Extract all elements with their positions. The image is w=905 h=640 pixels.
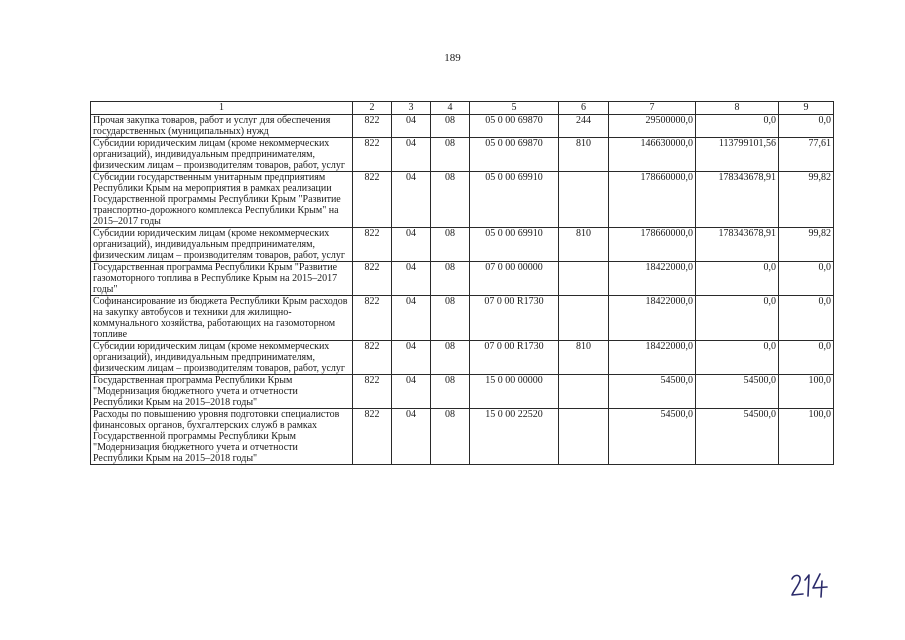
row-description: Государственная программа Республики Крым "Модернизация бюджетного учета и отчетности Республики Крым на 2015–2018 годы": [91, 375, 353, 409]
table-header-row: [91, 102, 834, 115]
subsection-code: 08: [431, 341, 470, 375]
ministry-code: 822: [353, 115, 392, 138]
target-article-code: 07 0 00 R1730: [470, 296, 559, 341]
table-row: [91, 172, 834, 228]
target-article-code: 07 0 00 00000: [470, 262, 559, 296]
column-header: 9: [779, 102, 834, 115]
subsection-code: 08: [431, 172, 470, 228]
execution-percent: 0,0: [779, 296, 834, 341]
expense-type-code: 810: [559, 138, 609, 172]
ministry-code: 822: [353, 341, 392, 375]
expense-type-code: [559, 409, 609, 465]
ministry-code: 822: [353, 375, 392, 409]
subsection-code: 08: [431, 409, 470, 465]
column-header: 2: [353, 102, 392, 115]
planned-amount: 29500000,0: [609, 115, 696, 138]
ministry-code: 822: [353, 138, 392, 172]
executed-amount: 113799101,56: [696, 138, 779, 172]
column-header: 4: [431, 102, 470, 115]
row-description: Субсидии государственным унитарным предприятиям Республики Крым на мероприятия в рамках реализации Государственной программы Республики Крым "Развитие транспортно-дорожного комплекса Республики Крым" на 2015–2017 годы: [91, 172, 353, 228]
expense-type-code: [559, 375, 609, 409]
section-code: 04: [392, 409, 431, 465]
table-row: [91, 115, 834, 138]
subsection-code: 08: [431, 375, 470, 409]
ministry-code: 822: [353, 409, 392, 465]
table-row: [91, 409, 834, 465]
handwritten-number-drawing: [790, 572, 830, 598]
column-header: 7: [609, 102, 696, 115]
table-row: [91, 138, 834, 172]
section-code: 04: [392, 262, 431, 296]
table-row: [91, 262, 834, 296]
expense-type-code: 244: [559, 115, 609, 138]
section-code: 04: [392, 375, 431, 409]
row-description: Прочая закупка товаров, работ и услуг для обеспечения государственных (муниципальных) нужд: [91, 115, 353, 138]
row-description: Софинансирование из бюджета Республики Крым расходов на закупку автобусов и техники для жилищно-коммунального хозяйства, работающих на газомоторном топливе: [91, 296, 353, 341]
row-description: Расходы по повышению уровня подготовки специалистов финансовых органов, бухгалтерских служб в рамках Государственной программы Республики Крым "Модернизация бюджетного учета и отчетности Республики Крым на 2015–2018 годы": [91, 409, 353, 465]
execution-percent: 100,0: [779, 409, 834, 465]
planned-amount: 178660000,0: [609, 172, 696, 228]
executed-amount: 54500,0: [696, 375, 779, 409]
column-header: 8: [696, 102, 779, 115]
budget-table: [90, 101, 834, 465]
row-description: Субсидии юридическим лицам (кроме некоммерческих организаций), индивидуальным предпринимателям, физическим лицам – производителям товаров, работ, услуг: [91, 228, 353, 262]
planned-amount: 54500,0: [609, 375, 696, 409]
expense-type-code: [559, 296, 609, 341]
column-header: 3: [392, 102, 431, 115]
executed-amount: 178343678,91: [696, 172, 779, 228]
handwritten-page-number: [790, 572, 830, 598]
table-row: [91, 341, 834, 375]
executed-amount: 0,0: [696, 296, 779, 341]
section-code: 04: [392, 172, 431, 228]
planned-amount: 178660000,0: [609, 228, 696, 262]
table-row: [91, 228, 834, 262]
planned-amount: 18422000,0: [609, 341, 696, 375]
target-article-code: 05 0 00 69910: [470, 228, 559, 262]
execution-percent: 0,0: [779, 262, 834, 296]
subsection-code: 08: [431, 138, 470, 172]
section-code: 04: [392, 296, 431, 341]
target-article-code: 05 0 00 69870: [470, 138, 559, 172]
planned-amount: 18422000,0: [609, 296, 696, 341]
execution-percent: 99,82: [779, 228, 834, 262]
planned-amount: 146630000,0: [609, 138, 696, 172]
ministry-code: 822: [353, 262, 392, 296]
execution-percent: 0,0: [779, 115, 834, 138]
expense-type-code: 810: [559, 228, 609, 262]
planned-amount: 54500,0: [609, 409, 696, 465]
section-code: 04: [392, 228, 431, 262]
target-article-code: 07 0 00 R1730: [470, 341, 559, 375]
row-description: Субсидии юридическим лицам (кроме некоммерческих организаций), индивидуальным предпринимателям, физическим лицам – производителям товаров, работ, услуг: [91, 138, 353, 172]
section-code: 04: [392, 138, 431, 172]
execution-percent: 77,61: [779, 138, 834, 172]
subsection-code: 08: [431, 262, 470, 296]
section-code: 04: [392, 341, 431, 375]
section-code: 04: [392, 115, 431, 138]
subsection-code: 08: [431, 115, 470, 138]
executed-amount: 0,0: [696, 262, 779, 296]
row-description: Субсидии юридическим лицам (кроме некоммерческих организаций), индивидуальным предпринимателям, физическим лицам – производителям товаров, работ, услуг: [91, 341, 353, 375]
execution-percent: 0,0: [779, 341, 834, 375]
subsection-code: 08: [431, 228, 470, 262]
expense-type-code: 810: [559, 341, 609, 375]
target-article-code: 05 0 00 69910: [470, 172, 559, 228]
table-row: [91, 375, 834, 409]
table-row: [91, 296, 834, 341]
execution-percent: 100,0: [779, 375, 834, 409]
executed-amount: 0,0: [696, 341, 779, 375]
execution-percent: 99,82: [779, 172, 834, 228]
target-article-code: 15 0 00 00000: [470, 375, 559, 409]
row-description: Государственная программа Республики Крым "Развитие газомоторного топлива в Республике Крым на 2015–2017 годы": [91, 262, 353, 296]
column-header: 6: [559, 102, 609, 115]
executed-amount: 54500,0: [696, 409, 779, 465]
target-article-code: 05 0 00 69870: [470, 115, 559, 138]
ministry-code: 822: [353, 228, 392, 262]
executed-amount: 178343678,91: [696, 228, 779, 262]
ministry-code: 822: [353, 296, 392, 341]
page-number: 189: [444, 52, 461, 64]
expense-type-code: [559, 262, 609, 296]
column-header: 5: [470, 102, 559, 115]
executed-amount: 0,0: [696, 115, 779, 138]
subsection-code: 08: [431, 296, 470, 341]
expense-type-code: [559, 172, 609, 228]
target-article-code: 15 0 00 22520: [470, 409, 559, 465]
column-header: 1: [91, 102, 353, 115]
ministry-code: 822: [353, 172, 392, 228]
planned-amount: 18422000,0: [609, 262, 696, 296]
